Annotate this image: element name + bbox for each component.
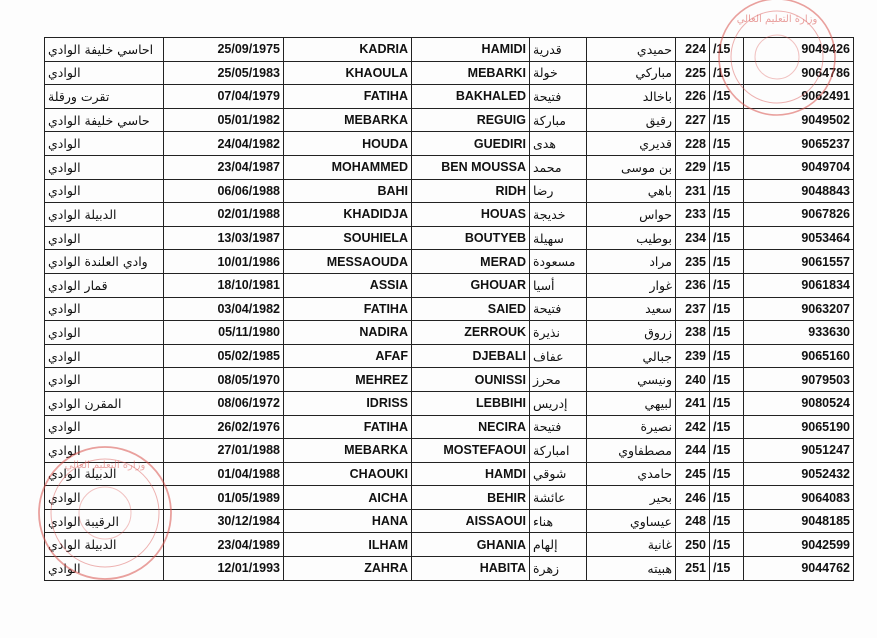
registration-id-cell: 9053464 <box>744 226 854 250</box>
last-name-latin-cell: BEN MOUSSA <box>412 155 530 179</box>
registration-id-cell: 9049502 <box>744 108 854 132</box>
first-name-arabic-cell: زهرة <box>530 557 587 581</box>
last-name-latin-cell: BAKHALED <box>412 85 530 109</box>
first-name-arabic-cell: هدى <box>530 132 587 156</box>
last-name-arabic-cell: جبالي <box>587 344 676 368</box>
last-name-latin-cell: GHOUAR <box>412 273 530 297</box>
registration-id-cell: 9049426 <box>744 38 854 62</box>
last-name-latin-cell: OUNISSI <box>412 368 530 392</box>
last-name-arabic-cell: بحير <box>587 486 676 510</box>
birth-place-cell: قمار الوادي <box>45 273 164 297</box>
birth-date-cell: 30/12/1984 <box>164 509 284 533</box>
table-row <box>45 179 854 203</box>
first-name-arabic-cell: شوقي <box>530 462 587 486</box>
first-name-arabic-cell: محمد <box>530 155 587 179</box>
first-name-latin-cell: AFAF <box>284 344 412 368</box>
first-name-latin-cell: KHAOULA <box>284 61 412 85</box>
birth-date-cell: 18/10/1981 <box>164 273 284 297</box>
birth-place-cell: الوادي <box>45 61 164 85</box>
group-code-cell: /15 <box>710 85 744 109</box>
first-name-latin-cell: ZAHRA <box>284 557 412 581</box>
table-row <box>45 415 854 439</box>
birth-place-cell: الوادي <box>45 486 164 510</box>
table-row <box>45 462 854 486</box>
last-name-arabic-cell: مصطفاوي <box>587 439 676 463</box>
registration-id-cell: 9064083 <box>744 486 854 510</box>
birth-date-cell: 05/02/1985 <box>164 344 284 368</box>
first-name-arabic-cell: نذيرة <box>530 321 587 345</box>
last-name-latin-cell: AISSAOUI <box>412 509 530 533</box>
last-name-latin-cell: HOUAS <box>412 203 530 227</box>
registration-id-cell: 9048843 <box>744 179 854 203</box>
birth-place-cell: الوادي <box>45 344 164 368</box>
registration-id-cell: 9049704 <box>744 155 854 179</box>
registration-id-cell: 9042599 <box>744 533 854 557</box>
birth-date-cell: 10/01/1986 <box>164 250 284 274</box>
serial-number-cell: 237 <box>676 297 710 321</box>
last-name-arabic-cell: بوطيب <box>587 226 676 250</box>
last-name-latin-cell: MOSTEFAOUI <box>412 439 530 463</box>
birth-place-cell: الوادي <box>45 368 164 392</box>
birth-date-cell: 12/01/1993 <box>164 557 284 581</box>
last-name-arabic-cell: نصيرة <box>587 415 676 439</box>
birth-place-cell: الوادي <box>45 557 164 581</box>
last-name-arabic-cell: حامدي <box>587 462 676 486</box>
serial-number-cell: 235 <box>676 250 710 274</box>
seal-bottom-text: وزارة التعليم العالي <box>64 460 146 471</box>
first-name-latin-cell: MEBARKA <box>284 439 412 463</box>
last-name-latin-cell: GUEDIRI <box>412 132 530 156</box>
last-name-arabic-cell: لبيهي <box>587 391 676 415</box>
first-name-latin-cell: FATIHA <box>284 297 412 321</box>
last-name-latin-cell: GHANIA <box>412 533 530 557</box>
first-name-arabic-cell: رضا <box>530 179 587 203</box>
serial-number-cell: 228 <box>676 132 710 156</box>
group-code-cell: /15 <box>710 155 744 179</box>
birth-date-cell: 06/06/1988 <box>164 179 284 203</box>
first-name-latin-cell: ILHAM <box>284 533 412 557</box>
group-code-cell: /15 <box>710 38 744 62</box>
table-row <box>45 557 854 581</box>
birth-date-cell: 03/04/1982 <box>164 297 284 321</box>
registration-id-cell: 9079503 <box>744 368 854 392</box>
birth-date-cell: 26/02/1976 <box>164 415 284 439</box>
registration-id-cell: 9061557 <box>744 250 854 274</box>
birth-place-cell: الدبيلة الوادي <box>45 533 164 557</box>
last-name-arabic-cell: حواس <box>587 203 676 227</box>
serial-number-cell: 225 <box>676 61 710 85</box>
group-code-cell: /15 <box>710 321 744 345</box>
serial-number-cell: 239 <box>676 344 710 368</box>
first-name-latin-cell: MEHREZ <box>284 368 412 392</box>
group-code-cell: /15 <box>710 203 744 227</box>
group-code-cell: /15 <box>710 533 744 557</box>
birth-date-cell: 05/11/1980 <box>164 321 284 345</box>
birth-place-cell: الوادي <box>45 179 164 203</box>
first-name-latin-cell: FATIHA <box>284 85 412 109</box>
birth-place-cell: الوادي <box>45 226 164 250</box>
table-row <box>45 85 854 109</box>
last-name-arabic-cell: غانية <box>587 533 676 557</box>
first-name-arabic-cell: فتيحة <box>530 297 587 321</box>
birth-place-cell: تقرت ورقلة <box>45 85 164 109</box>
serial-number-cell: 229 <box>676 155 710 179</box>
group-code-cell: /15 <box>710 132 744 156</box>
first-name-latin-cell: KHADIDJA <box>284 203 412 227</box>
serial-number-cell: 244 <box>676 439 710 463</box>
birth-date-cell: 02/01/1988 <box>164 203 284 227</box>
last-name-latin-cell: ZERROUK <box>412 321 530 345</box>
last-name-arabic-cell: رقيق <box>587 108 676 132</box>
first-name-latin-cell: HOUDA <box>284 132 412 156</box>
last-name-arabic-cell: بن موسى <box>587 155 676 179</box>
first-name-latin-cell: MESSAOUDA <box>284 250 412 274</box>
first-name-arabic-cell: قدرية <box>530 38 587 62</box>
table-row <box>45 203 854 227</box>
last-name-latin-cell: DJEBALI <box>412 344 530 368</box>
last-name-arabic-cell: مباركي <box>587 61 676 85</box>
registration-id-cell: 9065190 <box>744 415 854 439</box>
first-name-latin-cell: MEBARKA <box>284 108 412 132</box>
last-name-latin-cell: LEBBIHI <box>412 391 530 415</box>
serial-number-cell: 245 <box>676 462 710 486</box>
last-name-latin-cell: HABITA <box>412 557 530 581</box>
last-name-latin-cell: REGUIG <box>412 108 530 132</box>
first-name-latin-cell: KADRIA <box>284 38 412 62</box>
serial-number-cell: 240 <box>676 368 710 392</box>
first-name-latin-cell: SOUHIELA <box>284 226 412 250</box>
birth-date-cell: 23/04/1987 <box>164 155 284 179</box>
first-name-arabic-cell: إدريس <box>530 391 587 415</box>
first-name-arabic-cell: سهيلة <box>530 226 587 250</box>
registration-id-cell: 9064786 <box>744 61 854 85</box>
birth-place-cell: الدبيلة الوادي <box>45 203 164 227</box>
table-row <box>45 297 854 321</box>
birth-place-cell: الوادي <box>45 132 164 156</box>
first-name-arabic-cell: مباركة <box>530 108 587 132</box>
group-code-cell: /15 <box>710 415 744 439</box>
last-name-arabic-cell: حميدي <box>587 38 676 62</box>
last-name-arabic-cell: زروق <box>587 321 676 345</box>
roster-body <box>45 38 854 581</box>
first-name-arabic-cell: هناء <box>530 509 587 533</box>
birth-date-cell: 08/05/1970 <box>164 368 284 392</box>
table-row <box>45 368 854 392</box>
serial-number-cell: 242 <box>676 415 710 439</box>
birth-date-cell: 24/04/1982 <box>164 132 284 156</box>
serial-number-cell: 226 <box>676 85 710 109</box>
last-name-latin-cell: MEBARKI <box>412 61 530 85</box>
group-code-cell: /15 <box>710 368 744 392</box>
first-name-arabic-cell: خولة <box>530 61 587 85</box>
last-name-latin-cell: BEHIR <box>412 486 530 510</box>
registration-id-cell: 9065237 <box>744 132 854 156</box>
last-name-arabic-cell: غوار <box>587 273 676 297</box>
registration-id-cell: 933630 <box>744 321 854 345</box>
last-name-arabic-cell: مراد <box>587 250 676 274</box>
birth-date-cell: 25/05/1983 <box>164 61 284 85</box>
first-name-arabic-cell: عفاف <box>530 344 587 368</box>
last-name-arabic-cell: باهي <box>587 179 676 203</box>
registration-id-cell: 9044762 <box>744 557 854 581</box>
group-code-cell: /15 <box>710 226 744 250</box>
first-name-arabic-cell: فتيحة <box>530 415 587 439</box>
serial-number-cell: 238 <box>676 321 710 345</box>
last-name-arabic-cell: باخالد <box>587 85 676 109</box>
table-row <box>45 533 854 557</box>
group-code-cell: /15 <box>710 557 744 581</box>
first-name-latin-cell: MOHAMMED <box>284 155 412 179</box>
birth-place-cell: الوادي <box>45 415 164 439</box>
registration-id-cell: 9048185 <box>744 509 854 533</box>
first-name-latin-cell: AICHA <box>284 486 412 510</box>
serial-number-cell: 231 <box>676 179 710 203</box>
first-name-arabic-cell: إلهام <box>530 533 587 557</box>
last-name-latin-cell: RIDH <box>412 179 530 203</box>
birth-place-cell: المقرن الوادي <box>45 391 164 415</box>
table-row <box>45 509 854 533</box>
last-name-latin-cell: HAMDI <box>412 462 530 486</box>
table-row <box>45 439 854 463</box>
seal-top-text: وزارة التعليم العالي <box>736 14 818 25</box>
birth-place-cell: وادي العلندة الوادي <box>45 250 164 274</box>
last-name-latin-cell: BOUTYEB <box>412 226 530 250</box>
serial-number-cell: 241 <box>676 391 710 415</box>
serial-number-cell: 236 <box>676 273 710 297</box>
group-code-cell: /15 <box>710 297 744 321</box>
birth-place-cell: الوادي <box>45 297 164 321</box>
first-name-arabic-cell: خديجة <box>530 203 587 227</box>
birth-place-cell: الوادي <box>45 321 164 345</box>
table-row <box>45 38 854 62</box>
table-row <box>45 61 854 85</box>
group-code-cell: /15 <box>710 344 744 368</box>
first-name-latin-cell: HANA <box>284 509 412 533</box>
birth-date-cell: 05/01/1982 <box>164 108 284 132</box>
registration-id-cell: 9051247 <box>744 439 854 463</box>
birth-date-cell: 01/05/1989 <box>164 486 284 510</box>
serial-number-cell: 246 <box>676 486 710 510</box>
first-name-latin-cell: IDRISS <box>284 391 412 415</box>
group-code-cell: /15 <box>710 250 744 274</box>
birth-place-cell: الدبيلة الوادي <box>45 462 164 486</box>
birth-place-cell: احاسي خليفة الوادي <box>45 38 164 62</box>
birth-place-cell: الرقيبة الوادي <box>45 509 164 533</box>
registration-id-cell: 9080524 <box>744 391 854 415</box>
registration-id-cell: 9062491 <box>744 85 854 109</box>
first-name-latin-cell: ASSIA <box>284 273 412 297</box>
birth-date-cell: 23/04/1989 <box>164 533 284 557</box>
serial-number-cell: 224 <box>676 38 710 62</box>
serial-number-cell: 234 <box>676 226 710 250</box>
birth-date-cell: 01/04/1988 <box>164 462 284 486</box>
table-row <box>45 108 854 132</box>
last-name-latin-cell: NECIRA <box>412 415 530 439</box>
last-name-arabic-cell: قديري <box>587 132 676 156</box>
group-code-cell: /15 <box>710 439 744 463</box>
serial-number-cell: 227 <box>676 108 710 132</box>
group-code-cell: /15 <box>710 391 744 415</box>
first-name-latin-cell: BAHI <box>284 179 412 203</box>
last-name-latin-cell: HAMIDI <box>412 38 530 62</box>
table-row <box>45 273 854 297</box>
table-row <box>45 226 854 250</box>
group-code-cell: /15 <box>710 108 744 132</box>
birth-place-cell: حاسي خليفة الوادي <box>45 108 164 132</box>
registration-id-cell: 9063207 <box>744 297 854 321</box>
birth-date-cell: 27/01/1988 <box>164 439 284 463</box>
birth-date-cell: 08/06/1972 <box>164 391 284 415</box>
group-code-cell: /15 <box>710 486 744 510</box>
table-row <box>45 344 854 368</box>
first-name-latin-cell: CHAOUKI <box>284 462 412 486</box>
last-name-latin-cell: MERAD <box>412 250 530 274</box>
last-name-latin-cell: SAIED <box>412 297 530 321</box>
registration-id-cell: 9052432 <box>744 462 854 486</box>
serial-number-cell: 248 <box>676 509 710 533</box>
group-code-cell: /15 <box>710 462 744 486</box>
first-name-arabic-cell: فتيحة <box>530 85 587 109</box>
table-row <box>45 391 854 415</box>
serial-number-cell: 233 <box>676 203 710 227</box>
first-name-arabic-cell: امباركة <box>530 439 587 463</box>
last-name-arabic-cell: عيساوي <box>587 509 676 533</box>
first-name-arabic-cell: عائشة <box>530 486 587 510</box>
last-name-arabic-cell: هبيته <box>587 557 676 581</box>
last-name-arabic-cell: سعيد <box>587 297 676 321</box>
first-name-latin-cell: FATIHA <box>284 415 412 439</box>
registration-id-cell: 9061834 <box>744 273 854 297</box>
table-row <box>45 132 854 156</box>
student-roster-table <box>44 37 854 581</box>
first-name-arabic-cell: مسعودة <box>530 250 587 274</box>
group-code-cell: /15 <box>710 179 744 203</box>
first-name-latin-cell: NADIRA <box>284 321 412 345</box>
birth-date-cell: 25/09/1975 <box>164 38 284 62</box>
first-name-arabic-cell: محرز <box>530 368 587 392</box>
group-code-cell: /15 <box>710 61 744 85</box>
table-row <box>45 321 854 345</box>
serial-number-cell: 251 <box>676 557 710 581</box>
first-name-arabic-cell: أسيا <box>530 273 587 297</box>
registration-id-cell: 9067826 <box>744 203 854 227</box>
table-row <box>45 250 854 274</box>
last-name-arabic-cell: ونيسي <box>587 368 676 392</box>
table-row <box>45 155 854 179</box>
birth-place-cell: الوادي <box>45 439 164 463</box>
registration-id-cell: 9065160 <box>744 344 854 368</box>
table-row <box>45 486 854 510</box>
serial-number-cell: 250 <box>676 533 710 557</box>
birth-date-cell: 07/04/1979 <box>164 85 284 109</box>
group-code-cell: /15 <box>710 509 744 533</box>
group-code-cell: /15 <box>710 273 744 297</box>
birth-date-cell: 13/03/1987 <box>164 226 284 250</box>
birth-place-cell: الوادي <box>45 155 164 179</box>
